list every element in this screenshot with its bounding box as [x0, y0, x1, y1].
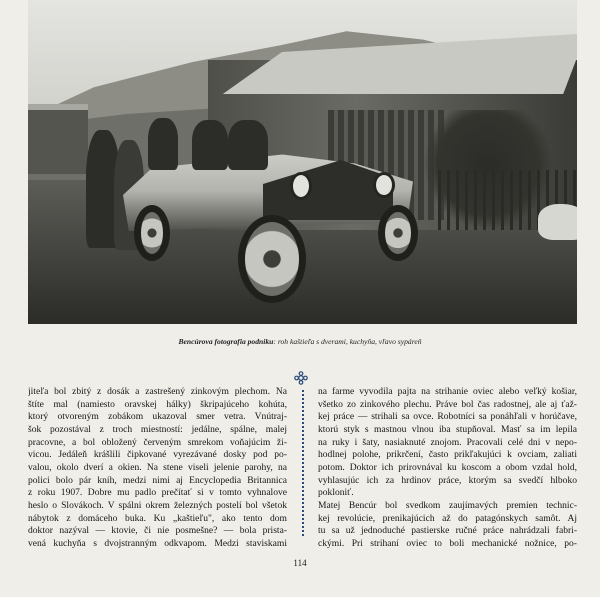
text-line: kej práce — strihali sa ovce. Robotníci sa ponáhľali v horúčave,	[318, 411, 577, 423]
photo-far-wheel	[378, 205, 418, 261]
photo-headlamp	[373, 172, 395, 198]
photo-headlamp	[290, 172, 312, 200]
text-line: všetko zo zinkového plechu. Práve bol čas radostnej, ale aj ťaž-	[318, 398, 577, 410]
photo-driver	[228, 120, 268, 170]
page-number: 114	[293, 558, 307, 568]
figure-caption	[0, 337, 600, 346]
photo-front-wheel	[238, 215, 306, 303]
photo-passenger	[192, 120, 228, 170]
text-line: pracovne, a bol obložený červeným smrekom voňajúcim ži-	[28, 436, 287, 448]
text-line: potom. Doktor ich prirovnával ku koscom a obom vzdal hold,	[318, 461, 577, 473]
text-line: hodlnej polohe, prikrčení, často prikľakujúci k ovciam, zaliati	[318, 449, 577, 461]
text-column-left	[28, 386, 287, 551]
photo-rear-wheel	[134, 205, 170, 261]
text-line: Matej Bencúr bol svedkom zaujímavých premien technic-	[318, 499, 577, 511]
text-line: štíte mal (namiesto oravskej hálky) škripajúceho kohúta,	[28, 398, 287, 410]
text-line: ktorý otvoreným zobákom ukazoval smer vetra. Vnútraj-	[28, 411, 287, 423]
column-divider	[302, 390, 304, 536]
text-column-right	[318, 386, 577, 551]
text-line: ckými. Pri strihaní oviec to boli mechanické nožnice, po-	[318, 537, 577, 549]
text-line: heslo o Slovákoch. V spálni okrem železných postelí bol všetok	[28, 499, 287, 511]
text-line: vicou. Jedáleň krášlili čipkované vyrezávané dosky pod po-	[28, 449, 287, 461]
ornamental-rosette-icon	[294, 371, 308, 385]
text-line: vená kuchyňa s dvojstranným odkvapom. Medzi staviskami	[28, 537, 287, 549]
caption-text: : roh kaštieľa s dverami, kuchyňa, vľavo sypáreň	[273, 337, 422, 346]
text-line: doktor nazýval — ktovie, či nie posmešne? — bola prista-	[28, 525, 287, 537]
photo-passenger	[148, 118, 178, 170]
photo-granary	[28, 104, 88, 174]
text-line: polici bolo pár kníh, medzi nimi aj Encyclopedia Britannica	[28, 474, 287, 486]
photograph-farm-with-car	[28, 0, 577, 324]
text-line: na ruky i šaty, nasiaknuté znojom. Pracovali celé dni v nepo-	[318, 436, 577, 448]
photo-dog	[538, 204, 577, 240]
text-line: pokloniť.	[318, 487, 354, 499]
text-line: nábytok z domáceho buka. Ku „kaštieľu", ako tento dom	[28, 512, 287, 524]
text-line: tu sa už jednoduché pastierske ručné práce nahrádzali fabri-	[318, 525, 577, 537]
text-line: ktorú styk s mastnou vlnou iba stupňoval. Masť sa im lepila	[318, 423, 577, 435]
caption-lead: Bencúrova fotografia podniku	[178, 337, 274, 346]
text-line: valou, okolo dverí a okien. Na stene viseli jelenie parohy, na	[28, 461, 287, 473]
text-line: šok pozostával z troch miestností: jedálne, spálne, malej	[28, 423, 287, 435]
text-line: z roku 1907. Dobre mu padlo prečítať si v tomto vyhnalove	[28, 487, 287, 499]
text-line: kej revolúcie, prenikajúcich až do patagónskych samôt. Aj	[318, 512, 577, 524]
text-line: na farme vyvodila pajta na strihanie oviec alebo veľký košiar,	[318, 386, 577, 397]
text-line: vyhlasujúc ich za hrdinov práce, ktorým sa svedčí hlboko	[318, 474, 577, 486]
text-line: jiteľa bol zbitý z dosák a zastrešený zinkovým plechom. Na	[28, 386, 287, 397]
